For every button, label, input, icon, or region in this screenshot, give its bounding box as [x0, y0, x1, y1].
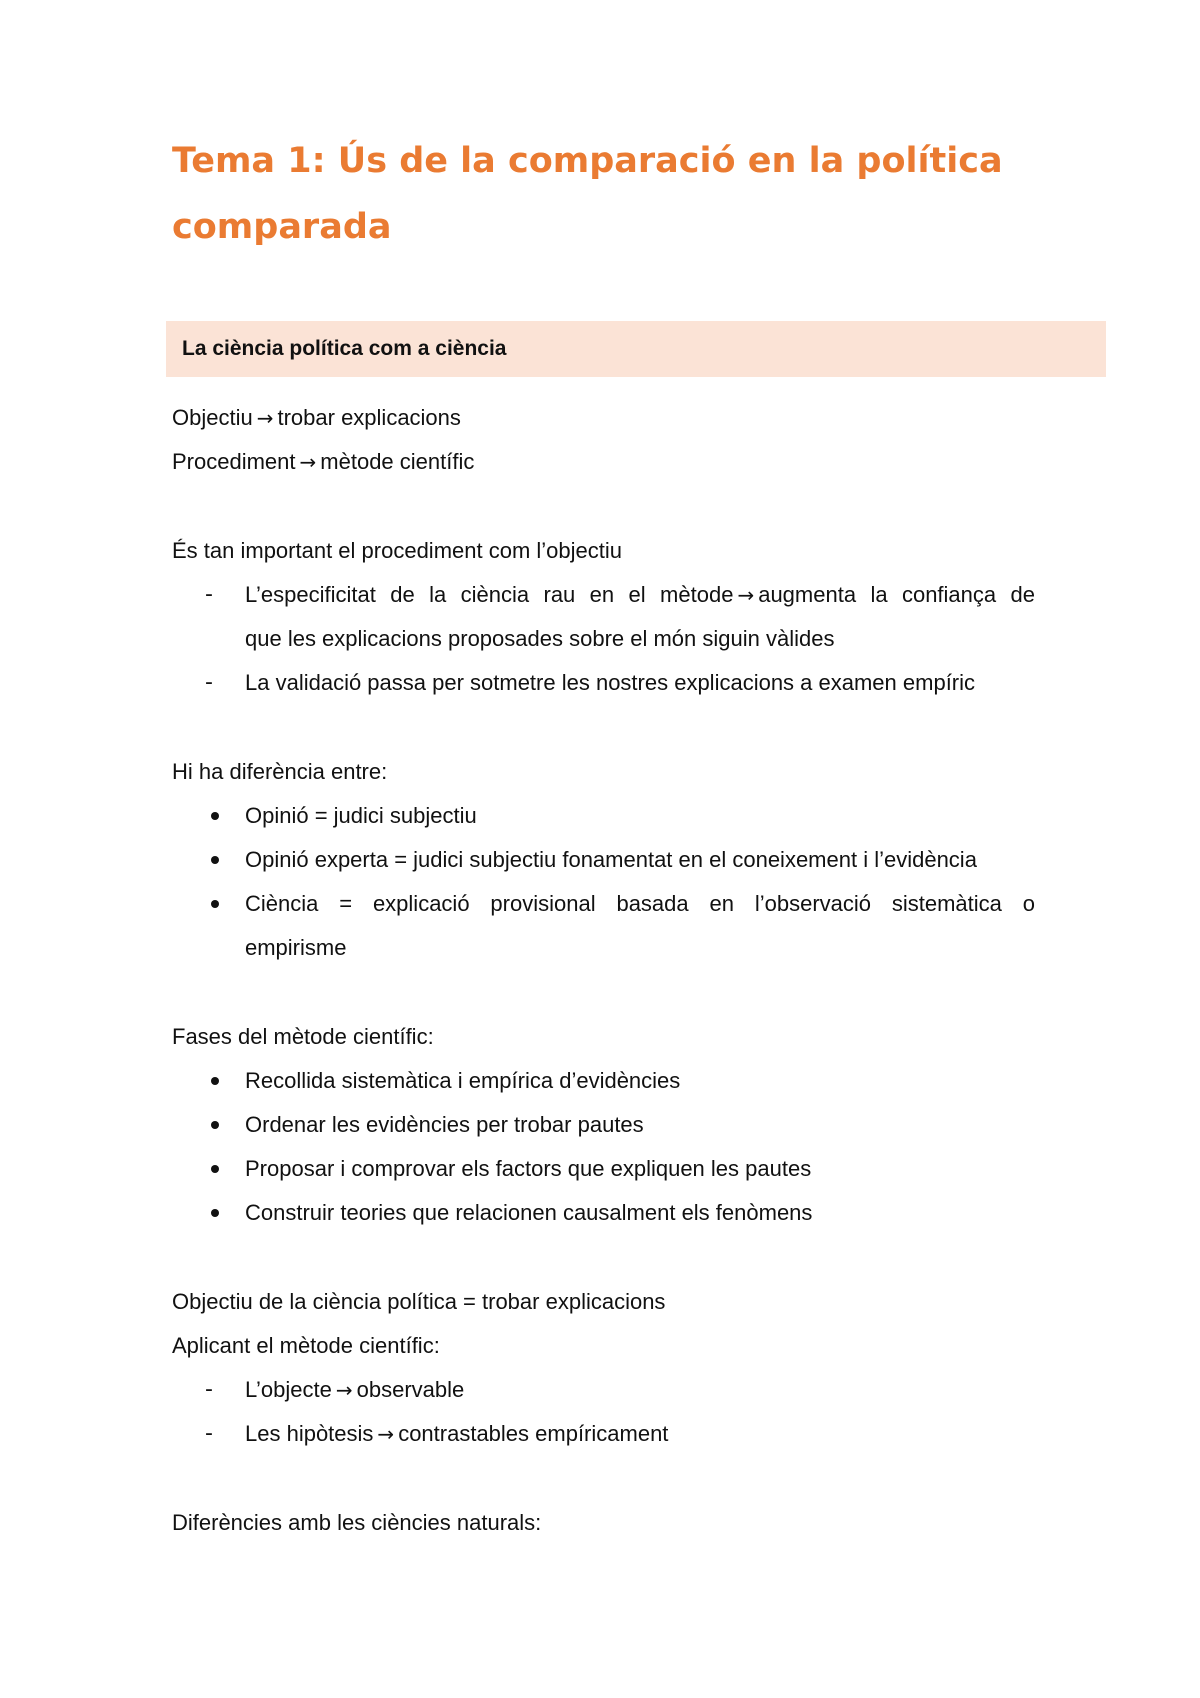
list-item: Ordenar les evidències per trobar pautes	[205, 1110, 1035, 1140]
list-item: Recollida sistemàtica i empírica d’evidències	[205, 1066, 1035, 1096]
bullet-icon	[211, 1165, 219, 1173]
objectiu-line: Objectiu → trobar explicacions	[172, 405, 461, 430]
section-heading-box	[166, 321, 1106, 377]
dash-marker: -	[205, 1377, 213, 1402]
bullet-icon	[211, 856, 219, 864]
diferencies-naturals-header: Diferències amb les ciències naturals:	[172, 1510, 542, 1535]
bullet-icon	[211, 900, 219, 908]
list-item: - La validació passa per sotmetre les nostres explicacions a examen empíric	[205, 668, 1035, 698]
arrow-right-icon: →	[335, 1378, 353, 1402]
page-title: Tema 1: Ús de la comparació en la política comparada	[172, 141, 1003, 247]
arrow-right-icon: →	[299, 450, 317, 474]
bullet-icon	[211, 1209, 219, 1217]
fases-header: Fases del mètode científic:	[172, 1024, 434, 1049]
dash-marker: -	[205, 582, 213, 607]
bullet-icon	[211, 1077, 219, 1085]
bullet-icon	[211, 812, 219, 820]
arrow-right-icon: →	[377, 1422, 395, 1446]
dash-marker: -	[205, 1421, 213, 1446]
objectiu-cp-line: Objectiu de la ciència política = trobar explicacions	[172, 1289, 666, 1314]
list-item: - L’objecte → observable	[205, 1375, 1035, 1405]
important-line: És tan important el procediment com l’objectiu	[172, 538, 622, 563]
procediment-line: Procediment → mètode científic	[172, 449, 475, 474]
bullet-icon	[211, 1121, 219, 1129]
list-item-continuation: empirisme	[245, 935, 347, 960]
list-item: Opinió experta = judici subjectiu fonamentat en el coneixement i l’evidència	[205, 845, 1035, 875]
list-item: - Les hipòtesis → contrastables empíricament	[205, 1419, 1035, 1449]
list-item: Construir teories que relacionen causalment els fenòmens	[205, 1198, 1035, 1228]
diferencia-header: Hi ha diferència entre:	[172, 759, 388, 784]
section-heading: La ciència política com a ciència	[182, 337, 507, 360]
list-item-continuation: que les explicacions proposades sobre el món siguin vàlides	[245, 626, 835, 651]
arrow-right-icon: →	[256, 406, 274, 430]
list-item: Opinió = judici subjectiu	[205, 801, 1035, 831]
list-item: Proposar i comprovar els factors que expliquen les pautes	[205, 1154, 1035, 1184]
aplicant-line: Aplicant el mètode científic:	[172, 1333, 440, 1358]
list-item: Ciència = explicació provisional basada en l’observació sistemàtica o	[205, 889, 1035, 919]
arrow-right-icon: →	[737, 583, 755, 607]
list-item: - L’especificitat de la ciència rau en el mètode → augmenta la confiança de	[205, 580, 1035, 610]
dash-marker: -	[205, 670, 213, 695]
